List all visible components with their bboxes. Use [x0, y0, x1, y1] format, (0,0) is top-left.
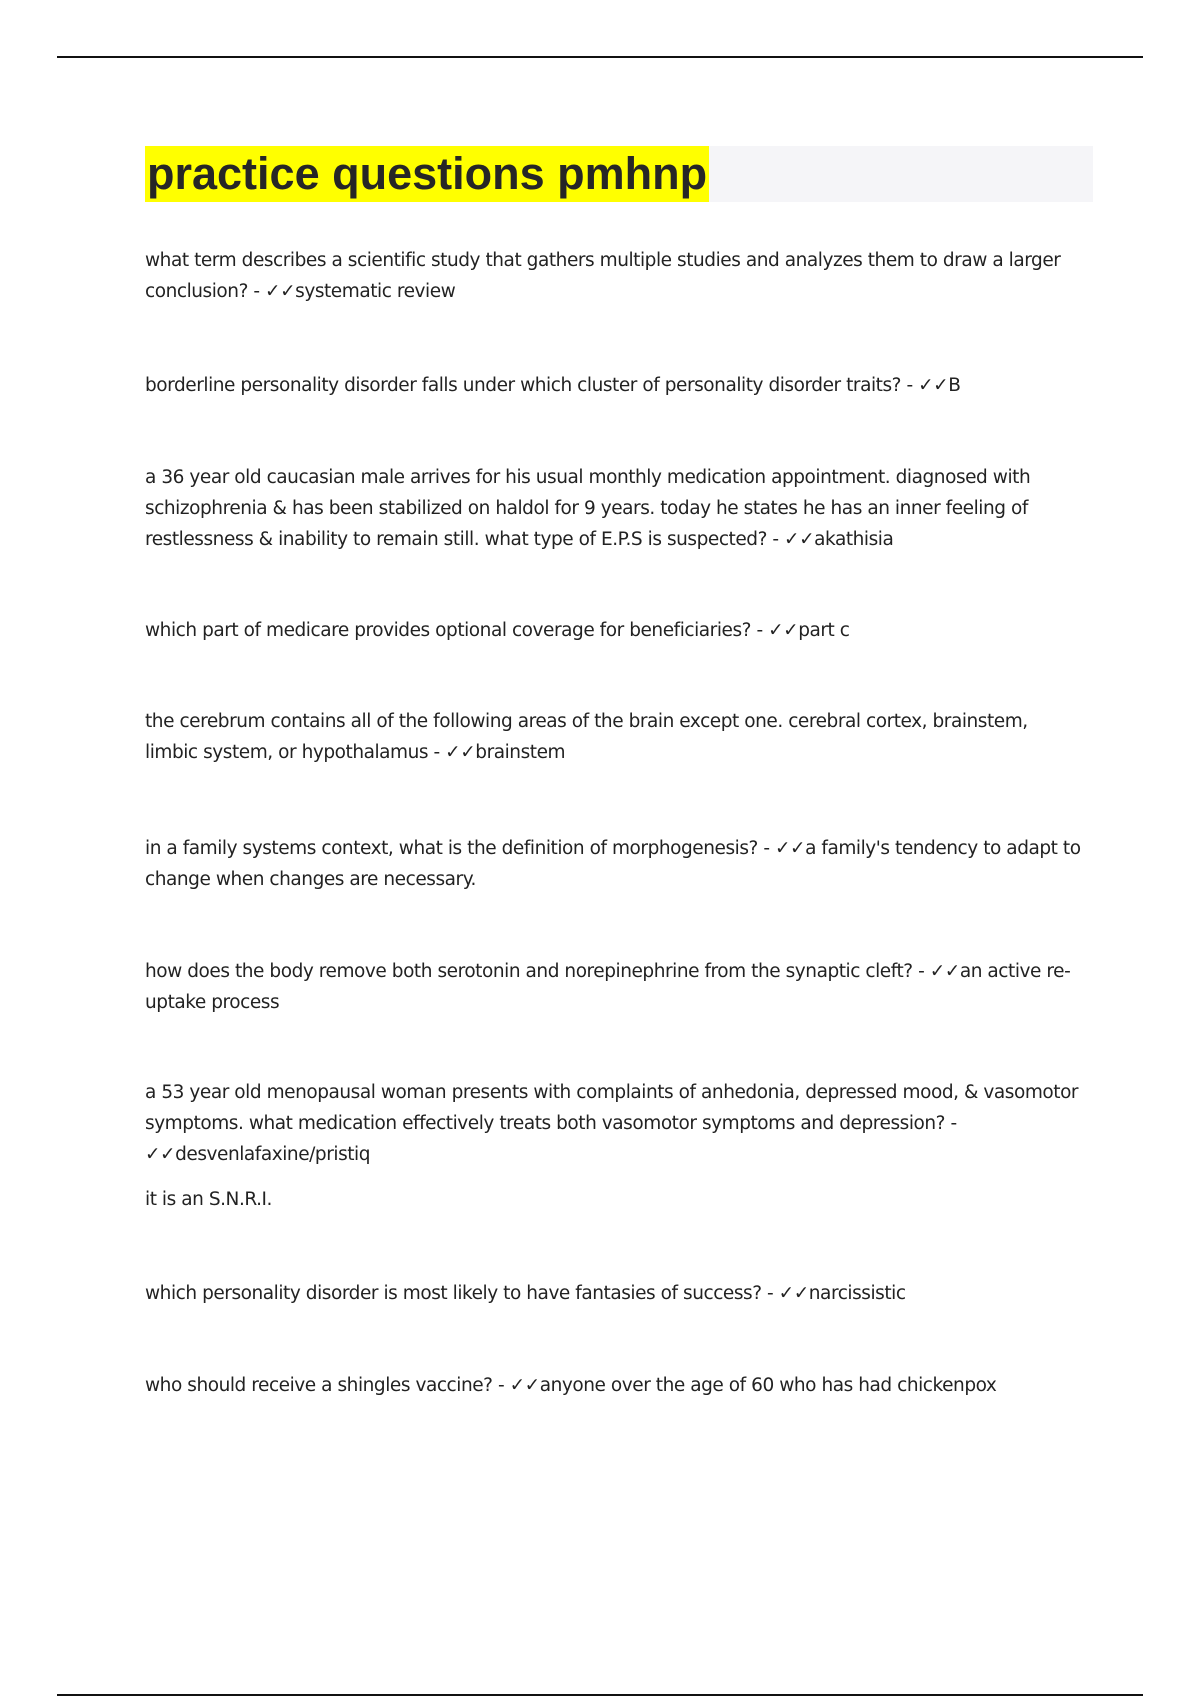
qa-item-8: a 53 year old menopausal woman presents with complaints of anhedonia, depressed mood, & vasomotor symptoms. what medication effectively treats both vasomotor symptoms and depression? - ✓✓desvenlafaxine/pristiq — [145, 1082, 1079, 1165]
qa-item-8-note: it is an S.N.R.I. — [145, 1189, 272, 1210]
qa-item-6: in a family systems context, what is the definition of morphogenesis? - ✓✓a family's tendency to adapt to change when changes are necessary. — [145, 838, 1081, 890]
qa-item-2: borderline personality disorder falls under which cluster of personality disorder traits? - ✓✓B — [145, 375, 961, 396]
qa-item-4: which part of medicare provides optional coverage for beneficiaries? - ✓✓part c — [145, 620, 850, 641]
qa-item-10: who should receive a shingles vaccine? - ✓✓anyone over the age of 60 who has had chickenpox — [145, 1375, 997, 1396]
bottom-rule — [57, 1694, 1143, 1696]
qa-item-7: how does the body remove both serotonin and norepinephrine from the synaptic cleft? - ✓✓an active re-uptake process — [145, 961, 1071, 1013]
qa-item-9: which personality disorder is most likely to have fantasies of success? - ✓✓narcissistic — [145, 1283, 906, 1304]
document-title: practice questions pmhnp — [145, 146, 709, 202]
qa-item-1: what term describes a scientific study that gathers multiple studies and analyzes them to draw a larger conclusion? - ✓✓systematic review — [145, 250, 1061, 302]
qa-item-5: the cerebrum contains all of the following areas of the brain except one. cerebral cortex, brainstem, limbic system, or hypothalamus - ✓✓brainstem — [145, 711, 1028, 763]
top-rule — [57, 56, 1143, 58]
qa-item-3: a 36 year old caucasian male arrives for his usual monthly medication appointment. diagnosed with schizophrenia & has been stabilized on haldol for 9 years. today he states he has an inner feeling of restlessness & inability to remain still. what type of E.P.S is suspected? - ✓✓akathisia — [145, 467, 1031, 550]
